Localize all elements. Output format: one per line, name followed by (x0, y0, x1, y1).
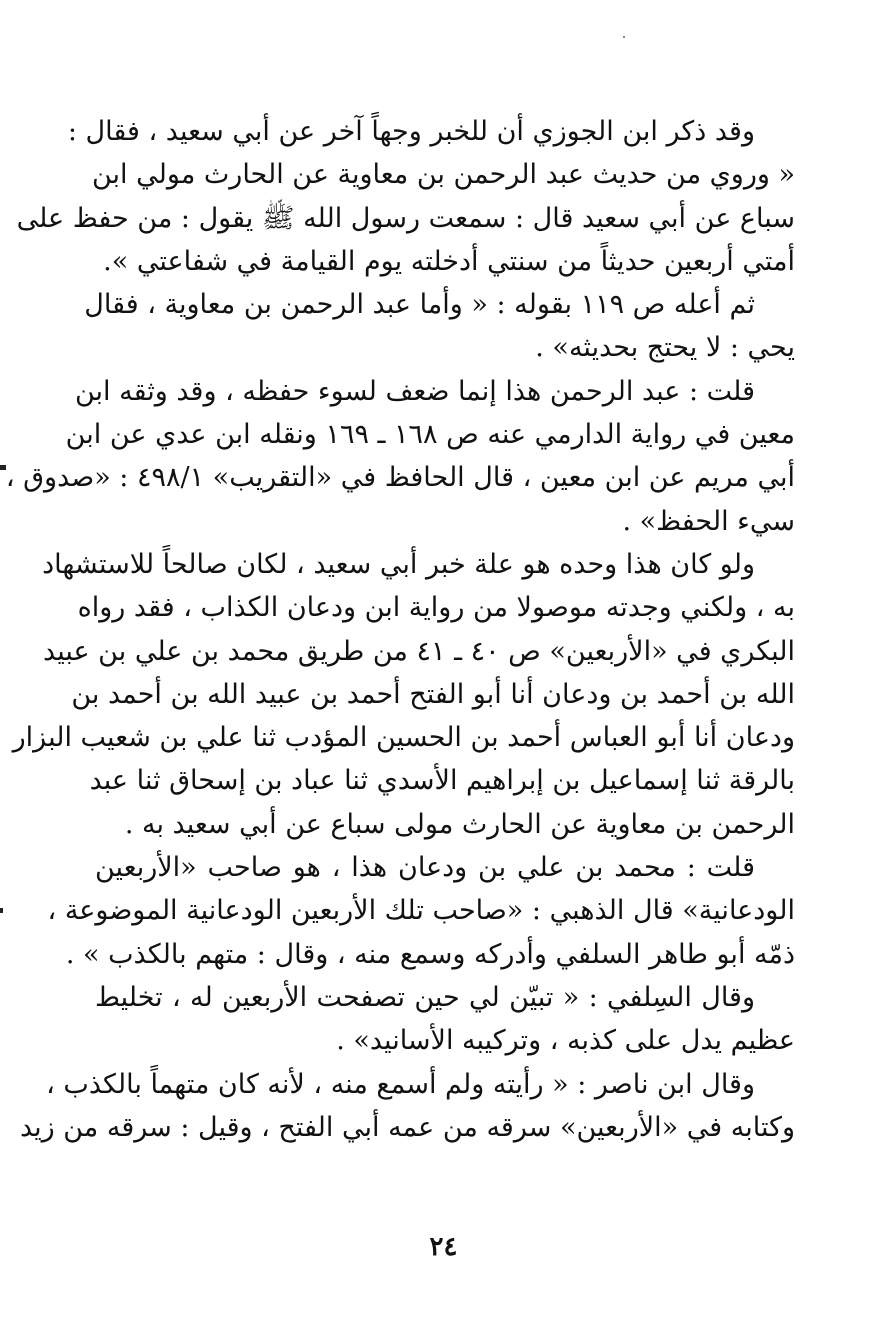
text-line: « وروي من حديث عبد الرحمن بن معاوية عن الحارث مولي ابن (91, 159, 795, 191)
text-line: ودعان أنا أبو العباس أحمد بن الحسين المؤدب ثنا علي بن شعيب البزار (12, 722, 795, 754)
text-line: عظيم يدل على كذبه ، وتركيبه الأسانيد» . (336, 1025, 795, 1057)
text-line: وكتابه في «الأربعين» سرقه من عمه أبي الفتح ، وقيل : سرقه من زيد (19, 1111, 795, 1143)
page-number: ٢٤ (429, 1232, 458, 1262)
text-line: الودعانية» قال الذهبي : «صاحب تلك الأربعين الودعانية الموضوعة ، (47, 895, 795, 927)
text-line: قلت : عبد الرحمن هذا إنما ضعف لسوء حفظه ، وقد وثقه ابن (74, 375, 755, 407)
text-line: ثم أعله ص ١١٩ بقوله : « وأما عبد الرحمن بن معاوية ، فقال (84, 289, 755, 321)
text-line: سباع عن أبي سعيد قال : سمعت رسول الله ﷺ يقول : من حفظ على (16, 202, 795, 234)
text-line: معين في رواية الدارمي عنه ص ١٦٨ ـ ١٦٩ ونقله ابن عدي عن ابن (65, 419, 795, 451)
text-line: ولو كان هذا وحده هو علة خبر أبي سعيد ، لكان صالحاً للاستشهاد (42, 548, 755, 580)
text-line: وقد ذكر ابن الجوزي أن للخبر وجهاً آخر عن أبي سعيد ، فقال : (67, 116, 755, 147)
text-line: سيء الحفظ» . (622, 505, 795, 537)
text-line: به ، ولكني وجدته موصولا من رواية ابن ودعان الكذاب ، فقد رواه (77, 592, 795, 624)
text-line: البكري في «الأربعين» ص ٤٠ ـ ٤١ من طريق محمد بن علي بن عبيد (43, 635, 795, 667)
body-text (5, 110, 795, 1149)
text-line: ذمّه أبو طاهر السلفي وأدركه وسمع منه ، وقال : متهم بالكذب » . (65, 938, 795, 970)
text-line: الرحمن بن معاوية عن الحارث مولى سباع عن أبي سعيد به . (124, 808, 795, 840)
scan-artifact (0, 908, 3, 913)
text-line: أمتي أربعين حديثاً من سنتي أدخلته يوم القيامة في شفاعتي ». (103, 245, 795, 277)
scan-artifact (623, 36, 625, 38)
text-line: وقال ابن ناصر : « رأيته ولم أسمع منه ، لأنه كان متهماً بالكذب ، (46, 1068, 755, 1100)
text-line: يحي : لا يحتج بحديثه» . (535, 332, 795, 364)
text-line: قلت : محمد بن علي بن ودعان هذا ، هو صاحب «الأربعين (95, 852, 755, 884)
text-line: الله بن أحمد بن ودعان أنا أبو الفتح أحمد بن عبيد الله بن أحمد بن (71, 678, 795, 710)
text-line: أبي مريم عن ابن معين ، قال الحافظ في «التقريب» ٤٩٨/١ : «صدوق ، (5, 462, 795, 494)
text-line: وقال السِلفي : « تبيّن لي حين تصفحت الأربعين له ، تخليط (95, 981, 755, 1013)
text-line: بالرقة ثنا إسماعيل بن إبراهيم الأسدي ثنا عباد بن إسحاق ثنا عبد (89, 765, 795, 797)
